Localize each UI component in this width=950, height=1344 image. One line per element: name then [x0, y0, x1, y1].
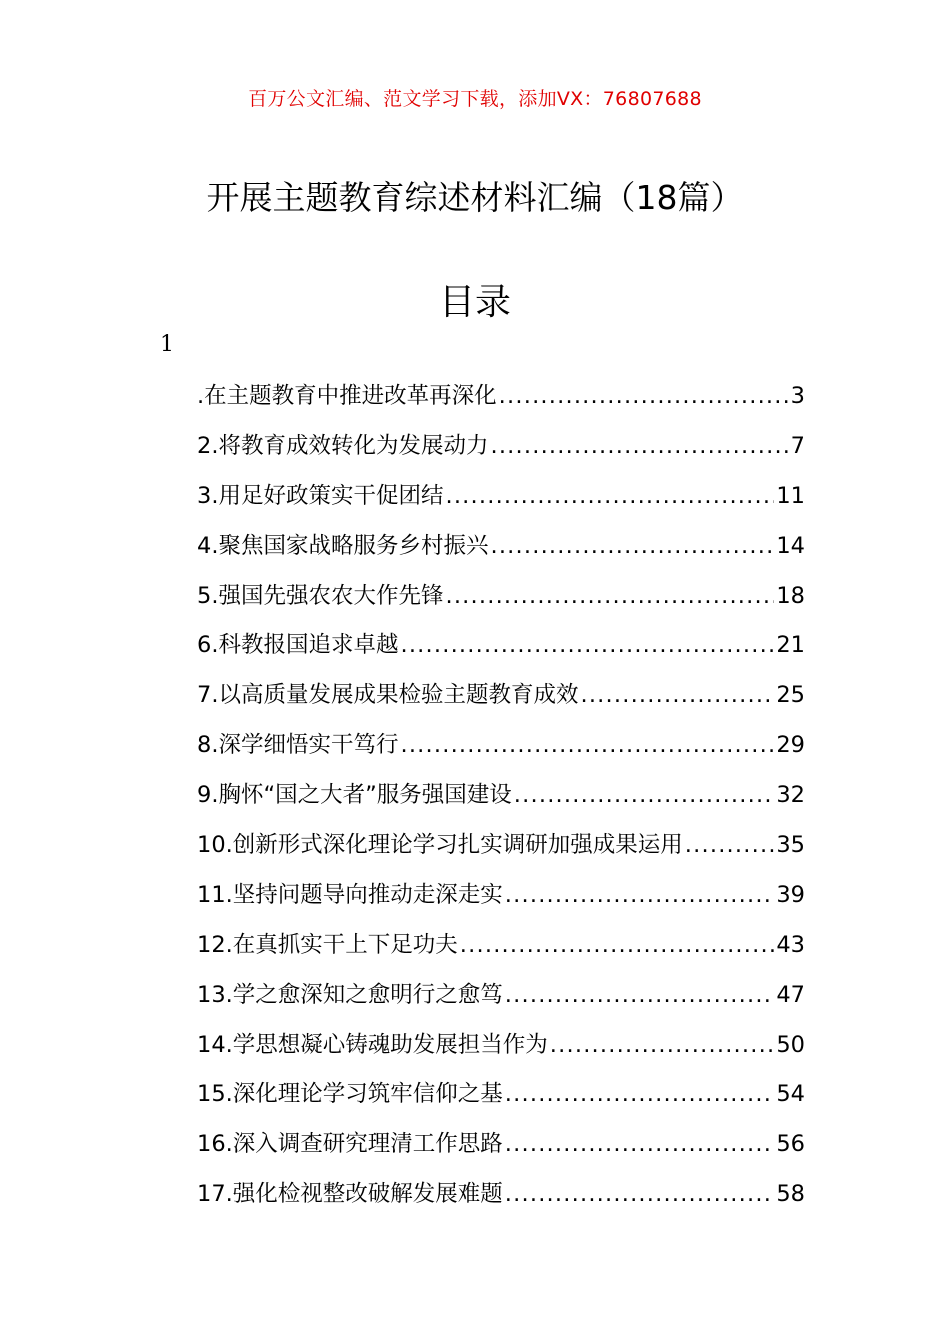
- toc-leader-dots: [580, 671, 774, 721]
- toc-entry-title: 10.创新形式深化理论学习扎实调研加强成果运用: [197, 832, 683, 859]
- toc-entry-6[interactable]: [197, 621, 805, 671]
- toc-entry-page: 54: [776, 1081, 805, 1108]
- toc-entry-1[interactable]: [197, 372, 805, 422]
- toc-entry-14[interactable]: [197, 1021, 805, 1071]
- toc-entry-16[interactable]: [197, 1120, 805, 1170]
- toc-entry-title: 14.学思想凝心铸魂助发展担当作为: [197, 1031, 548, 1058]
- toc-entry-page: 43: [776, 931, 805, 958]
- toc-leader-dots: [460, 921, 775, 971]
- toc-entry-12[interactable]: [197, 921, 805, 971]
- toc-leader-dots: [685, 821, 775, 871]
- toc-entry-page: 25: [776, 682, 805, 709]
- toc-entry-title: 16.深入调查研究理清工作思路: [197, 1131, 503, 1158]
- toc-entry-title: 13.学之愈深知之愈明行之愈笃: [197, 981, 503, 1008]
- toc-entry-page: 32: [776, 782, 805, 809]
- toc-entry-page: 29: [776, 732, 805, 759]
- toc-entry-title: 7.以高质量发展成果检验主题教育成效: [197, 682, 579, 709]
- toc-entry-15[interactable]: [197, 1070, 805, 1120]
- toc-entry-page: 18: [776, 582, 805, 609]
- toc-leader-dots: [505, 1170, 775, 1220]
- toc-entry-title: 12.在真抓实干上下足功夫: [197, 931, 458, 958]
- toc-entry-13[interactable]: [197, 971, 805, 1021]
- toc-entry-title: 5.强国先强农农大作先锋: [197, 582, 444, 609]
- toc-entry-title: 11.坚持问题导向推动走深走实: [197, 881, 503, 908]
- toc-entry-title: .在主题教育中推进改革再深化: [197, 383, 497, 409]
- toc-leader-dots: [514, 771, 775, 821]
- toc-entry-7[interactable]: [197, 671, 805, 721]
- toc-leader-dots: [400, 621, 774, 671]
- toc-entry-8[interactable]: [197, 721, 805, 771]
- toc-entry-title: 9.胸怀“国之大者”服务强国建设: [197, 782, 512, 809]
- toc-entry-9[interactable]: [197, 771, 805, 821]
- toc-leader-dots: [490, 422, 788, 472]
- toc-entry-title: 4.聚焦国家战略服务乡村振兴: [197, 532, 489, 559]
- toc-leader-dots: [445, 472, 774, 522]
- toc-entry-page: 58: [776, 1181, 805, 1208]
- toc-leader-dots: [505, 971, 775, 1021]
- toc-entry-3[interactable]: [197, 472, 805, 522]
- toc-leader-dots: [505, 871, 775, 921]
- toc-leader-dots: [550, 1021, 775, 1071]
- document-title: 开展主题教育综述材料汇编（18篇）: [206, 178, 744, 217]
- toc-entry-page: 14: [776, 532, 805, 559]
- toc-entry-17[interactable]: [197, 1170, 805, 1220]
- toc-entry-title: 2.将教育成效转化为发展动力: [197, 432, 489, 459]
- table-of-contents: [197, 372, 805, 1220]
- stray-list-number: 1: [160, 332, 174, 357]
- toc-entry-5[interactable]: [197, 572, 805, 622]
- header-watermark-note: 百万公文汇编、范文学习下载，添加VX：76807688: [248, 88, 702, 110]
- toc-entry-10[interactable]: [197, 821, 805, 871]
- toc-entry-2[interactable]: [197, 422, 805, 472]
- toc-entry-4[interactable]: [197, 522, 805, 572]
- toc-entry-page: 3: [790, 383, 805, 409]
- toc-entry-page: 47: [776, 981, 805, 1008]
- toc-heading: 目录: [438, 282, 511, 323]
- toc-entry-title: 15.深化理论学习筑牢信仰之基: [197, 1081, 503, 1108]
- toc-leader-dots: [445, 572, 774, 622]
- toc-entry-page: 56: [776, 1131, 805, 1158]
- toc-entry-title: 6.科教报国追求卓越: [197, 632, 399, 659]
- toc-entry-page: 39: [776, 881, 805, 908]
- toc-leader-dots: [505, 1120, 775, 1170]
- toc-leader-dots: [499, 372, 789, 422]
- toc-entry-page: 7: [790, 432, 805, 459]
- toc-entry-page: 35: [776, 832, 805, 859]
- toc-leader-dots: [490, 522, 774, 572]
- toc-leader-dots: [505, 1070, 775, 1120]
- toc-entry-11[interactable]: [197, 871, 805, 921]
- toc-leader-dots: [400, 721, 774, 771]
- toc-entry-title: 8.深学细悟实干笃行: [197, 732, 399, 759]
- toc-entry-page: 50: [776, 1031, 805, 1058]
- toc-entry-title: 3.用足好政策实干促团结: [197, 482, 444, 509]
- toc-entry-page: 21: [776, 632, 805, 659]
- toc-entry-page: 11: [776, 482, 805, 509]
- toc-entry-title: 17.强化检视整改破解发展难题: [197, 1181, 503, 1208]
